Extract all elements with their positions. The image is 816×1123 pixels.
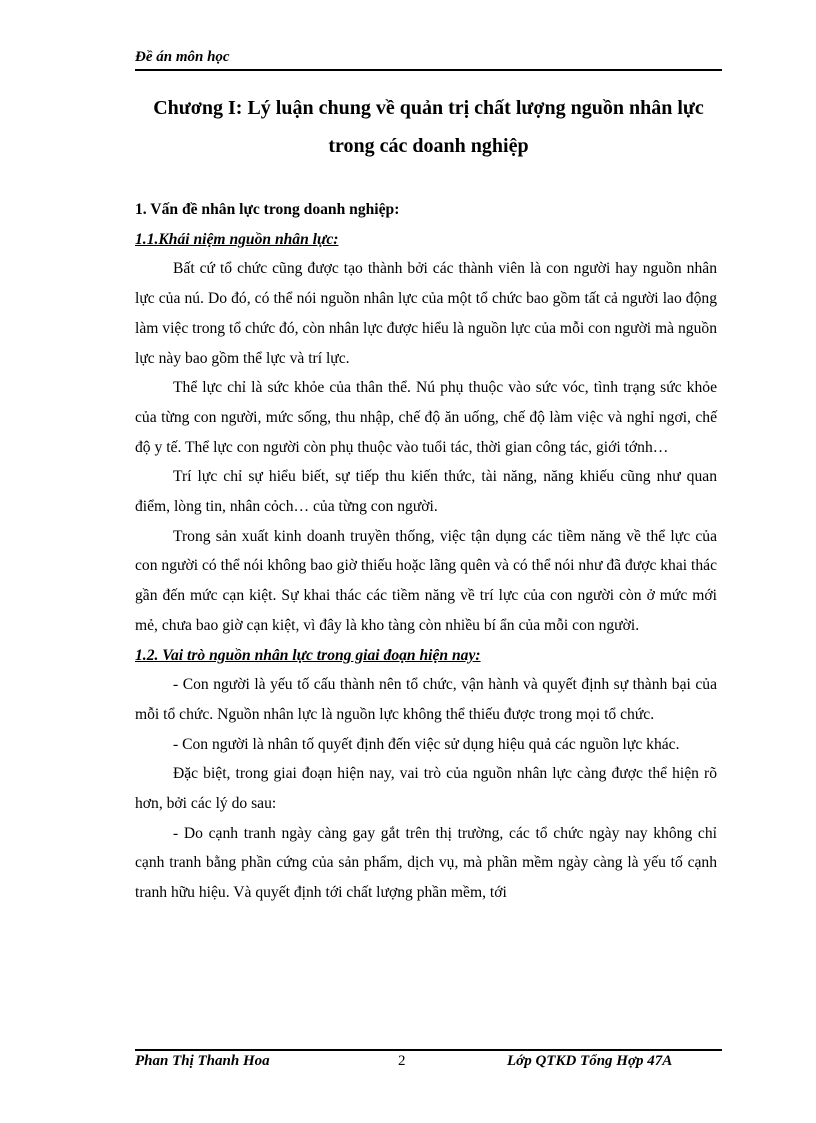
footer-rule [135,1049,722,1051]
body-paragraph: - Con người là yếu tố cấu thành nên tổ chức, vận hành và quyết định sự thành bại của mỗi tổ chức. Nguồn nhân lực là nguồn lực không thể thiếu được trong mọi tổ chức. [135,676,717,723]
body-paragraph: - Con người là nhân tố quyết định đến việc sử dụng hiệu quả các nguồn lực khác. [173,735,680,753]
header-rule [135,69,722,71]
subsection-heading: 1.2. Vai trò nguồn nhân lực trong giai đoạn hiện nay: [135,646,481,664]
body-paragraph: Trong sản xuất kinh doanh truyền thống, việc tận dụng các tiềm năng về thể lực của con người có thể nói không bao giờ thiếu hoặc lãng quên và có thể nói như đã được khai thác gần đến mức cạn kiệt. Sự khai thác các tiềm năng về trí lực của con người còn ở mức mới mẻ, chưa bao giờ cạn kiệt, vì đây là kho tàng còn nhiều bí ẩn của mỗi con người. [135,527,717,634]
page-number: 2 [398,1053,406,1069]
document-body [135,195,717,908]
body-paragraph: Bất cứ tổ chức cũng được tạo thành bởi các thành viên là con người hay nguồn nhân lực của nú. Do đó, có thể nói nguồn nhân lực của một tổ chức bao gồm tất cả người lao động làm việc trong tổ chức đó, còn nhân lực được hiểu là nguồn lực của mỗi con người mà nguồn lực này bao gồm thể lực và trí lực. [135,260,717,367]
page-footer [135,1053,722,1075]
footer-class-name: Lớp QTKD Tổng Hợp 47A [507,1053,673,1069]
footer-author: Phan Thị Thanh Hoa [135,1053,270,1069]
document-header-title: Đề án môn học [135,49,230,65]
body-paragraph: Trí lực chỉ sự hiểu biết, sự tiếp thu kiến thức, tài năng, năng khiếu cũng như quan điểm, lòng tin, nhân cỏch… của từng con người. [135,468,717,516]
section-heading: 1. Vấn đề nhân lực trong doanh nghiệp: [135,201,400,218]
body-paragraph: Đặc biệt, trong giai đoạn hiện nay, vai trò của nguồn nhân lực càng được thể hiện rõ hơn, bởi các lý do sau: [135,765,717,813]
body-paragraph: - Do cạnh tranh ngày càng gay gắt trên thị trường, các tổ chức ngày nay không chỉ cạnh tranh bằng phần cứng của sản phẩm, dịch vụ, mà phần mềm ngày càng là yếu tố cạnh tranh hữu hiệu. Và quyết định tới chất lượng phần mềm, tới [135,824,717,902]
chapter-title: Chương I: Lý luận chung về quản trị chất lượng nguồn nhân lực trong các doanh nghiệp [153,97,704,157]
subsection-heading: 1.1.Khái niệm nguồn nhân lực: [135,230,339,248]
body-paragraph: Thể lực chỉ là sức khỏe của thân thể. Nú phụ thuộc vào sức vóc, tình trạng sức khỏe của từng con người, mức sống, thu nhập, chế độ ăn uống, chế độ làm việc và nghỉ ngơi, chế độ y tế. Thể lực con người còn phụ thuộc vào tuổi tác, thời gian công tác, giới tớnh… [135,379,717,456]
